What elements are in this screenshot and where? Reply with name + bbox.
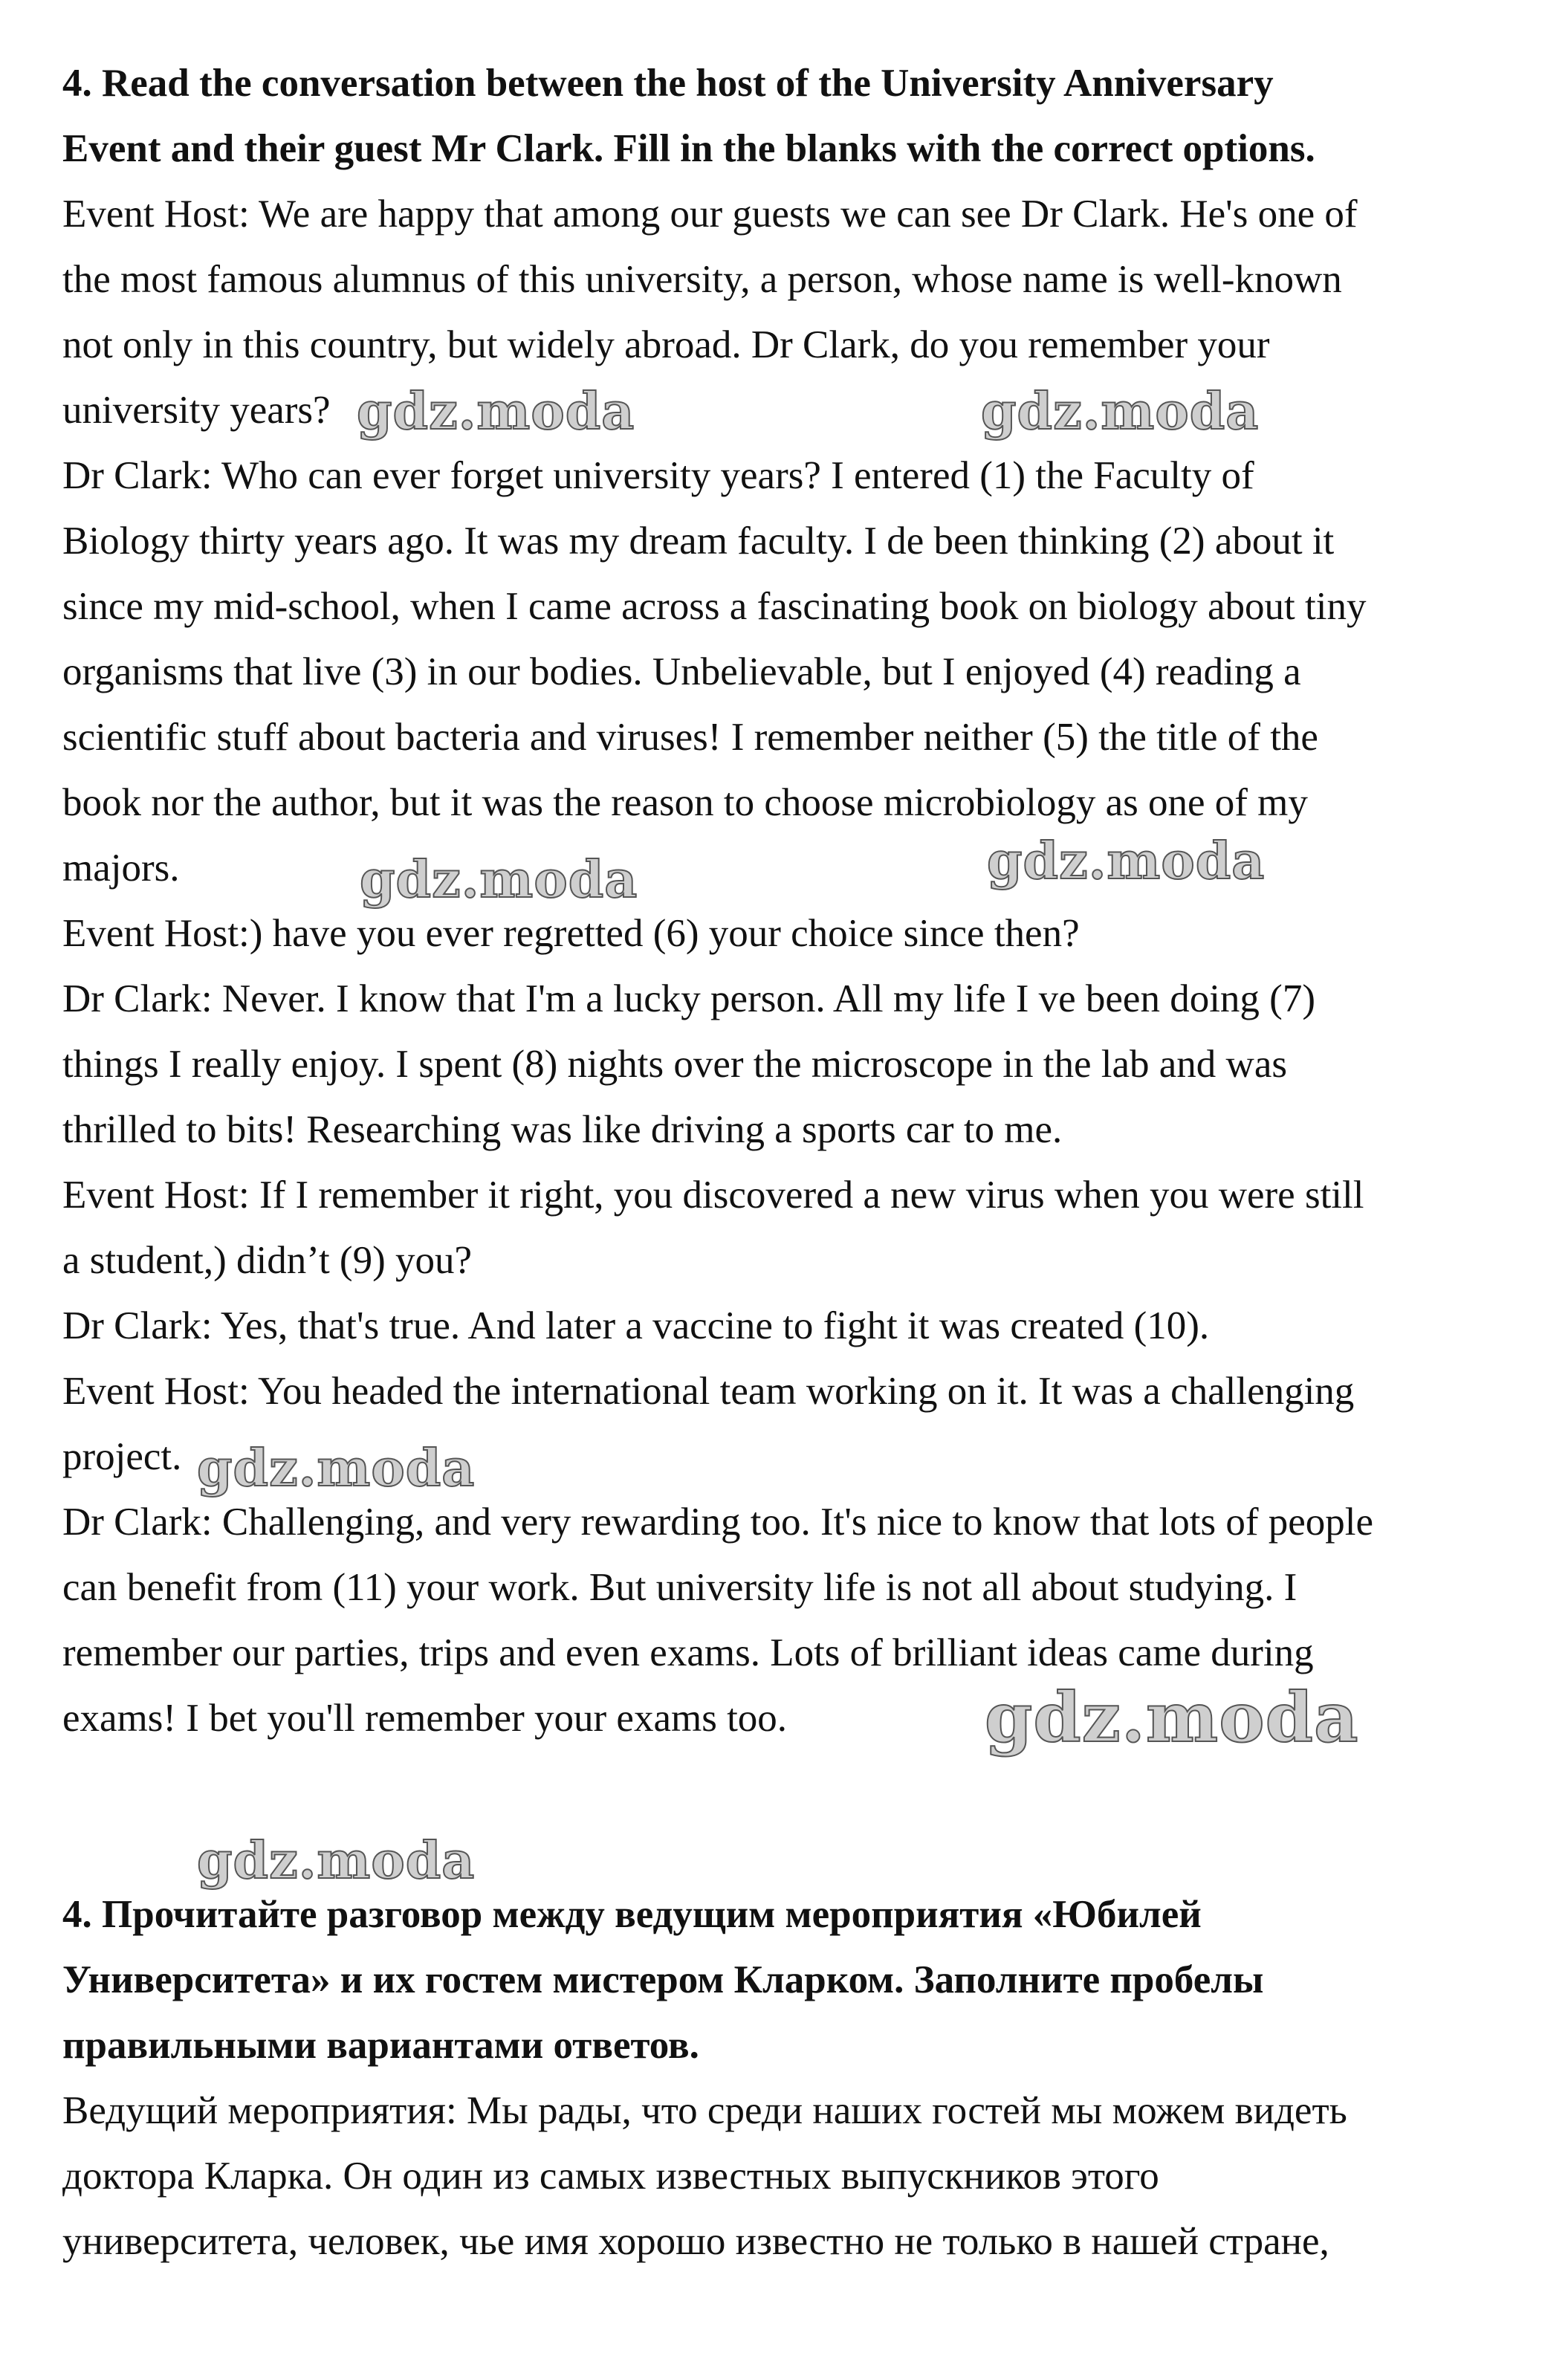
english-body-line-22: can benefit from (11) your work. But university life is not all about studying. I: [62, 1566, 1298, 1609]
english-heading-line-2: Event and their guest Mr Clark. Fill in the blanks with the correct options.: [62, 127, 1315, 170]
russian-heading-line-2: Университета» и их гостем мистером Кларком. Заполните пробелы: [62, 1958, 1264, 2001]
english-body-line-6: Biology thirty years ago. It was my dream faculty. I de been thinking (2) about it: [62, 519, 1335, 563]
english-body-line-15: thrilled to bits! Researching was like driving a sports car to me.: [62, 1108, 1063, 1151]
english-body-line-3: not only in this country, but widely abroad. Dr Clark, do you remember your: [62, 323, 1270, 366]
english-body-line-4: university years?: [62, 389, 331, 432]
russian-body-line-3: университета, человек, чье имя хорошо известно не только в нашей стране,: [62, 2220, 1329, 2263]
english-body-line-24: exams! I bet you'll remember your exams too.: [62, 1697, 788, 1740]
english-body-line-8: organisms that live (3) in our bodies. Unbelievable, but I enjoyed (4) reading a: [62, 650, 1301, 693]
english-body-line-23: remember our parties, trips and even exams. Lots of brilliant ideas came during: [62, 1631, 1314, 1674]
russian-heading-line-3: правильными вариантами ответов.: [62, 2024, 699, 2067]
english-body-line-17: a student,) didn’t (9) you?: [62, 1239, 472, 1282]
english-body-line-13: Dr Clark: Never. I know that I'm a lucky person. All my life I ve been doing (7): [62, 977, 1315, 1020]
english-body-line-2: the most famous alumnus of this university, a person, whose name is well-known: [62, 258, 1342, 301]
english-body-line-18: Dr Clark: Yes, that's true. And later a vaccine to fight it was created (10).: [62, 1304, 1210, 1347]
english-body-line-14: things I really enjoy. I spent (8) nights over the microscope in the lab and was: [62, 1043, 1287, 1086]
russian-heading-line-1: 4. Прочитайте разговор между ведущим мероприятия «Юбилей: [62, 1893, 1202, 1936]
english-body-line-20: project.: [62, 1435, 182, 1478]
watermark-logo: gdz.moda: [357, 382, 635, 441]
english-body-line-16: Event Host: If I remember it right, you discovered a new virus when you were still: [62, 1173, 1364, 1217]
english-body-line-9: scientific stuff about bacteria and viruses! I remember neither (5) the title of the: [62, 716, 1318, 759]
english-heading-line-1: 4. Read the conversation between the host of the University Anniversary: [62, 62, 1274, 105]
english-body-line-21: Dr Clark: Challenging, and very rewarding too. It's nice to know that lots of people: [62, 1500, 1374, 1544]
russian-body-line-2: доктора Кларка. Он один из самых известных выпускников этого: [62, 2155, 1159, 2198]
english-body-line-10: book nor the author, but it was the reason to choose microbiology as one of my: [62, 781, 1308, 824]
watermark-logo: gdz.moda: [197, 1831, 476, 1891]
watermark-logo: gdz.moda: [987, 832, 1266, 891]
english-body-line-19: Event Host: You headed the international team working on it. It was a challenging: [62, 1370, 1355, 1413]
russian-body-line-1: Ведущий мероприятия: Мы рады, что среди наших гостей мы можем видеть: [62, 2089, 1347, 2132]
english-body-line-5: Dr Clark: Who can ever forget university years? I entered (1) the Faculty of: [62, 454, 1254, 497]
watermark-logo: gdz.moda: [197, 1439, 476, 1498]
watermark-logo: gdz.moda: [360, 850, 638, 910]
watermark-logo: gdz.moda: [985, 1677, 1359, 1758]
watermark-logo: gdz.moda: [981, 382, 1260, 441]
english-body-line-1: Event Host: We are happy that among our guests we can see Dr Clark. He's one of: [62, 192, 1358, 236]
english-body-line-12: Event Host:) have you ever regretted (6) your choice since then?: [62, 912, 1080, 955]
english-body-line-7: since my mid-school, when I came across a fascinating book on biology about tiny: [62, 585, 1367, 628]
english-body-line-11: majors.: [62, 846, 180, 890]
document-page: [62, 51, 1519, 2274]
